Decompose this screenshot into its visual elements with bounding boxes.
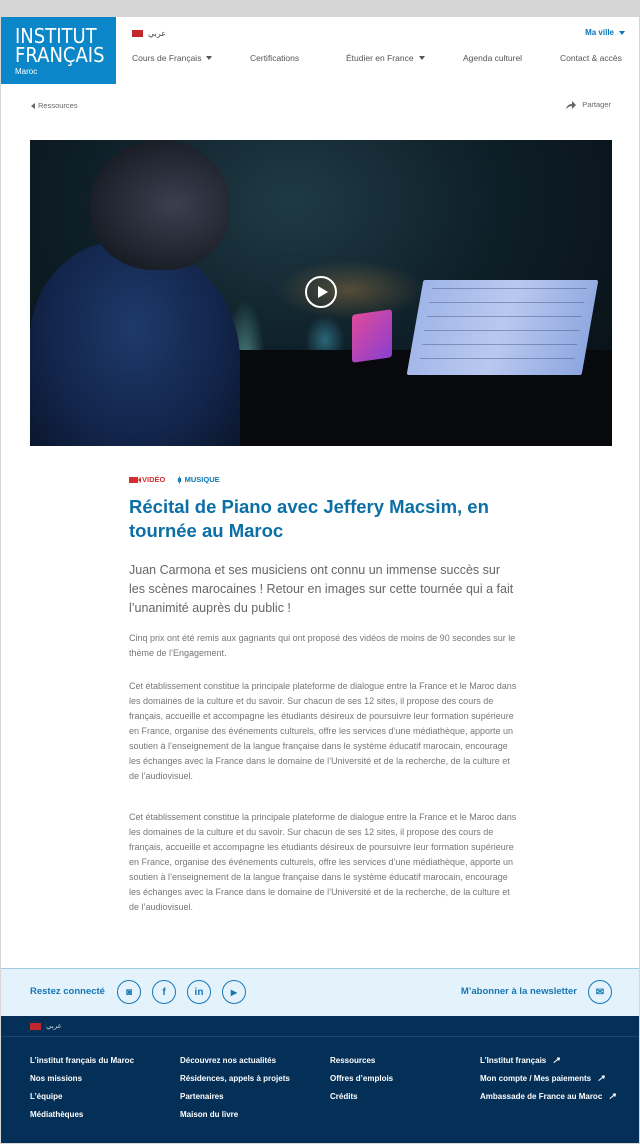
nav-item-etudier[interactable] xyxy=(346,53,425,63)
back-link-label: Ressources xyxy=(38,101,78,110)
mail-icon[interactable]: ✉ xyxy=(588,980,612,1004)
morocco-flag-icon xyxy=(30,1023,41,1030)
nav-item-label: Certifications xyxy=(250,53,300,63)
pianist-body xyxy=(30,240,240,446)
article-paragraph: Cinq prix ont été remis aux gagnants qui ont proposé des vidéos de moins de 90 secondes sur le thème de l’Engagement. xyxy=(129,633,516,658)
share-label: Partager xyxy=(582,100,611,109)
footer-column-2 xyxy=(180,1056,290,1119)
footer-link[interactable]: L’institut français du Maroc xyxy=(30,1056,135,1065)
external-link-icon: ↗ xyxy=(597,1073,605,1083)
nav-item-agenda[interactable] xyxy=(463,53,522,63)
nav-item-label: Contact & accès xyxy=(560,53,622,63)
footer-link[interactable]: Offres d’emplois xyxy=(330,1074,394,1083)
tag-label: MUSIQUE xyxy=(184,475,220,484)
share-icon xyxy=(566,101,576,109)
footer-link[interactable]: Médiathèques xyxy=(30,1110,84,1119)
language-switch[interactable] xyxy=(132,29,166,38)
footer-link[interactable]: Nos missions xyxy=(30,1074,83,1083)
footer-link[interactable]: Découvrez nos actualités xyxy=(180,1056,277,1065)
connect-bar xyxy=(1,968,639,1016)
launchpad xyxy=(352,309,392,363)
footer-column-1 xyxy=(30,1056,134,1119)
footer-link[interactable]: Crédits xyxy=(330,1092,358,1101)
city-selector-label: Ma ville xyxy=(585,28,614,37)
language-label: عربي xyxy=(148,29,167,38)
footer-link-label: Ambassade de France au Maroc xyxy=(480,1092,603,1101)
footer-column-4 xyxy=(480,1056,616,1101)
footer-link[interactable]: Partenaires xyxy=(180,1092,224,1101)
footer-link-label: L’Institut français xyxy=(480,1056,547,1065)
footer-column-3 xyxy=(330,1056,393,1101)
video-player[interactable] xyxy=(30,140,612,446)
logo-line-2: FRANÇAIS xyxy=(15,43,105,67)
instagram-icon[interactable]: ◙ xyxy=(117,980,141,1004)
footer-link[interactable]: Maison du livre xyxy=(180,1110,239,1119)
nav-item-cours[interactable] xyxy=(132,53,212,63)
logo-line-3: Maroc xyxy=(15,67,38,76)
youtube-icon[interactable]: ▶ xyxy=(222,980,246,1004)
footer-divider xyxy=(1,1036,639,1037)
tag-label: VIDÉO xyxy=(142,475,166,484)
language-label: عربي xyxy=(46,1023,62,1030)
footer-external-link[interactable] xyxy=(480,1074,616,1083)
chevron-down-icon xyxy=(619,31,625,35)
footer-language-switch[interactable] xyxy=(30,1022,62,1030)
stage-light xyxy=(275,260,425,320)
pianist-head xyxy=(90,140,230,270)
nav-item-label: Cours de Français xyxy=(132,53,202,63)
article-lead: Juan Carmona et ses musiciens ont connu un immense succès sur les scènes marocaines ! Retour en images sur cette tournée qui a fait l’unanimité auprès du public ! xyxy=(129,563,514,615)
newsletter-link[interactable]: M’abonner à la newsletter xyxy=(460,986,577,997)
play-icon[interactable] xyxy=(305,276,337,308)
logo-line-1: INSTITUT xyxy=(15,24,97,48)
share-button[interactable] xyxy=(566,100,611,109)
nav-item-contact[interactable] xyxy=(560,53,622,63)
city-selector[interactable] xyxy=(585,28,625,37)
video-camera-icon xyxy=(129,477,138,483)
tag-video[interactable] xyxy=(129,475,165,484)
chevron-down-icon xyxy=(419,56,425,60)
nav-item-label: Étudier en France xyxy=(346,53,414,63)
sheet-music xyxy=(407,280,599,375)
footer-external-link[interactable] xyxy=(480,1056,616,1065)
tag-music[interactable] xyxy=(177,475,219,484)
article-paragraph: Cet établissement constitue la principale plateforme de dialogue entre la France et le Maroc dans les domaines de la culture et du savoir. Sur chacun de ses 12 sites, il propose des cours de français, accueille et accompagne les étudiants désireux de poursuivre leur formation supérieure en France, organise des événements culturels, offre les services d’une médiathèque, apporte un soutien à l’enseignement de la langue française dans le système éducatif marocain, encourage les échanges avec la France dans le domaine de l’Université et de la recherche, de la culture et de l’audiovisuel. xyxy=(129,681,517,781)
article-title: Récital de Piano avec Jeffery Macsim, en tournée au Maroc xyxy=(129,496,489,541)
footer-link[interactable]: Résidences, appels à projets xyxy=(180,1074,290,1083)
facebook-icon[interactable]: f xyxy=(152,980,176,1004)
linkedin-icon[interactable]: in xyxy=(187,980,211,1004)
music-icon: ı|ı xyxy=(177,475,181,484)
footer xyxy=(1,1016,639,1143)
nav-item-label: Agenda culturel xyxy=(463,53,523,63)
footer-link[interactable]: L’équipe xyxy=(30,1092,63,1101)
footer-link[interactable]: Ressources xyxy=(330,1056,376,1065)
chevron-left-icon xyxy=(31,103,35,109)
footer-external-link[interactable] xyxy=(480,1092,616,1101)
external-link-icon: ↗ xyxy=(608,1091,616,1101)
article-paragraph: Cet établissement constitue la principale plateforme de dialogue entre la France et le Maroc dans les domaines de la culture et du savoir. Sur chacun de ses 12 sites, il propose des cours de français, accueille et accompagne les étudiants désireux de poursuivre leur formation supérieure en France, organise des événements culturels, offre les services d’une médiathèque, apporte un soutien à l’enseignement de la langue française dans le système éducatif marocain, encourage les échanges avec la France dans le domaine de l’Université et de la recherche, de la culture et de l’audiovisuel. xyxy=(129,812,517,912)
footer-link-label: Mon compte / Mes paiements xyxy=(480,1074,592,1083)
social-links xyxy=(117,980,246,1004)
article-tags xyxy=(129,475,220,484)
external-link-icon: ↗ xyxy=(552,1055,560,1065)
chevron-down-icon xyxy=(206,56,212,60)
back-link[interactable] xyxy=(31,101,78,110)
morocco-flag-icon xyxy=(132,30,143,37)
nav-item-certifications[interactable] xyxy=(250,53,299,63)
connect-label: Restez connecté xyxy=(30,986,105,997)
logo[interactable] xyxy=(1,17,116,84)
page xyxy=(1,17,639,1143)
